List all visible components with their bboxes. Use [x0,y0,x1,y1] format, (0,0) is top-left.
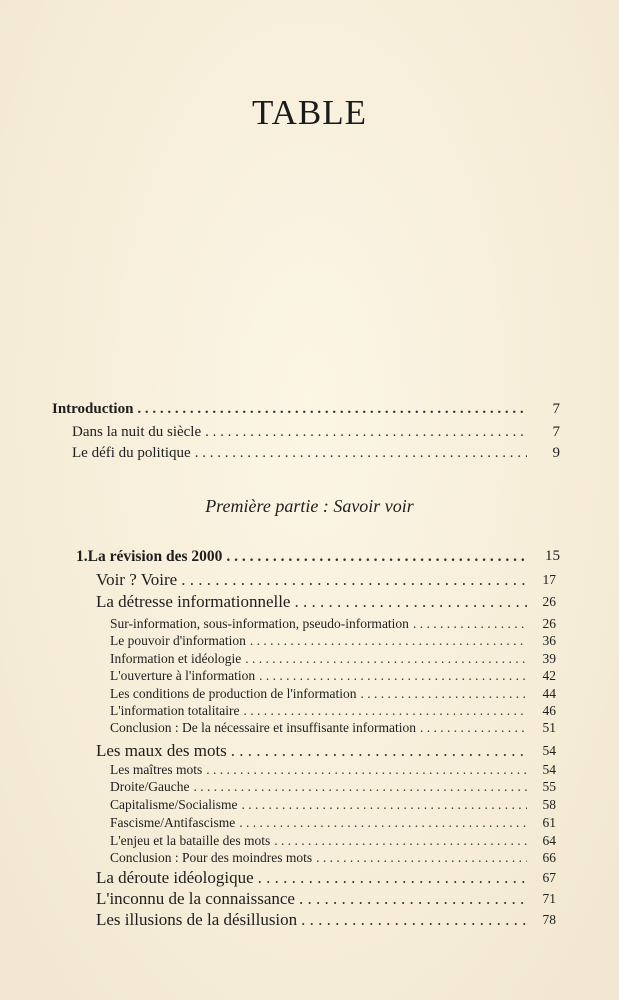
toc-entry[interactable] [110,815,527,831]
leader-dots [413,616,527,632]
toc-entry-label: Le défi du politique [72,445,191,461]
toc-entry-page: 42 [542,668,556,683]
toc-entry-label: Les maux des mots [96,741,227,760]
toc-entry-page: 51 [542,720,556,735]
part-heading: Première partie : Savoir voir [205,496,414,516]
toc-entry[interactable] [110,850,527,866]
toc-entry[interactable] [110,686,527,702]
toc-entry-page: 26 [542,616,556,631]
toc-entry-label: L'inconnu de la connaissance [96,889,295,908]
toc-entry[interactable] [110,797,527,813]
leader-dots [301,910,527,930]
toc-entry-label: La déroute idéologique [96,868,254,887]
leader-dots [361,686,527,702]
leader-dots [206,762,527,778]
toc-entry-page: 39 [542,651,556,666]
toc-entry-label: La détresse informationnelle [96,592,291,611]
toc-entry[interactable] [110,720,527,736]
toc-entry[interactable] [96,868,527,888]
toc-entry-page: 7 [552,424,560,440]
toc-entry-page: 58 [542,797,556,812]
toc-entry-label: Capitalisme/Socialisme [110,797,238,812]
toc-entry-label: L'enjeu et la bataille des mots [110,833,271,848]
toc-entry[interactable] [96,592,527,612]
toc-entry-label: Fascisme/Antifascisme [110,815,236,830]
leader-dots [195,445,527,462]
toc-entry-label: Les maîtres mots [110,762,203,777]
toc-entry-label: Information et idéologie [110,651,242,666]
toc-entry-label: Droite/Gauche [110,779,190,794]
toc-entry-nuit-du-siecle[interactable] [72,424,527,441]
toc-entry[interactable] [110,633,527,649]
toc-entry[interactable] [96,910,527,930]
leader-dots [299,889,527,909]
toc-entry[interactable] [110,779,527,795]
toc-entry-label: Les conditions de production de l'information [110,686,357,701]
toc-entry-label: Sur-information, sous-information, pseudo-information [110,616,409,631]
leader-dots [245,651,527,667]
toc-entry-page: 54 [542,743,556,758]
leader-dots [193,779,527,795]
toc-entry-defi-du-politique[interactable] [72,445,527,462]
toc-entry-page: 7 [552,401,560,417]
leader-dots [137,401,527,418]
leader-dots [274,833,527,849]
toc-entry[interactable] [96,889,527,909]
leader-dots [181,570,527,590]
leader-dots [316,850,527,866]
toc-entry-label: L'information totalitaire [110,703,240,718]
toc-entry-page: 55 [542,779,556,794]
chapter-number: 1. [76,548,88,565]
toc-entry-page: 71 [542,891,556,906]
leader-dots [241,797,527,813]
toc-entry[interactable] [110,616,527,632]
leader-dots [239,815,527,831]
leader-dots [231,741,527,761]
leader-dots [205,424,527,441]
toc-entry-page: 26 [542,594,556,609]
toc-entry-page: 64 [542,833,556,848]
toc-entry-label: Introduction [52,401,134,417]
toc-entry-label: Le pouvoir d'information [110,633,246,648]
leader-dots [258,868,527,888]
toc-entry-label: Les illusions de la désillusion [96,910,298,929]
toc-entry-page: 17 [542,572,556,587]
toc-entry-page: 15 [545,548,560,564]
toc-entry[interactable] [96,570,527,590]
toc-entry-page: 78 [542,912,556,927]
leader-dots [250,633,527,649]
page-title: TABLE [252,93,367,132]
toc-entry-page: 54 [542,762,556,777]
toc-entry-page: 46 [542,703,556,718]
leader-dots [294,592,527,612]
toc-entry-label: Conclusion : Pour des moindres mots [110,850,313,865]
toc-entry-page: 36 [542,633,556,648]
toc-entry-page: 67 [542,870,556,885]
toc-entry-page: 9 [552,445,560,461]
toc-entry-page: 61 [542,815,556,830]
toc-entry[interactable] [110,833,527,849]
toc-entry-chapter-1[interactable] [76,548,527,566]
toc-entry[interactable] [110,703,527,719]
toc-entry-page: 44 [542,686,556,701]
toc-entry-label: Voir ? Voire [96,570,178,589]
toc-entry[interactable] [110,668,527,684]
toc-entry[interactable] [96,741,527,761]
toc-entry-label: Dans la nuit du siècle [72,424,202,440]
leader-dots [226,548,527,566]
toc-entry[interactable] [110,651,527,667]
toc-entry-page: 66 [542,850,556,865]
toc-entry-introduction[interactable] [52,401,527,418]
toc-entry-label: La révision des 2000 [87,548,223,565]
toc-entry[interactable] [110,762,527,778]
leader-dots [420,720,527,736]
leader-dots [259,668,527,684]
leader-dots [244,703,527,719]
toc-entry-label: Conclusion : De la nécessaire et insuffisante information [110,720,417,735]
toc-entry-label: L'ouverture à l'information [110,668,256,683]
